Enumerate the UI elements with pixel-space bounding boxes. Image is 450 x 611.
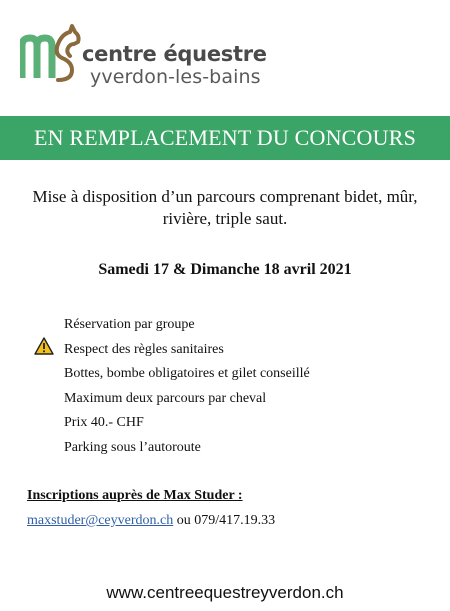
phone-number: 079/417.19.33: [194, 513, 276, 528]
intro-text: Mise à disposition d’un parcours comprenant bidet, mûr, rivière, triple saut.: [32, 187, 418, 228]
logo-title: centre équestre: [82, 42, 267, 66]
list-item: Parking sous l’autoroute: [64, 439, 201, 455]
list-item: Respect des règles sanitaires: [64, 341, 224, 357]
contact-line: [27, 513, 275, 529]
warning-icon: [34, 337, 54, 355]
list-item: Réservation par groupe: [64, 317, 195, 332]
list-item: Prix 40.- CHF: [64, 415, 144, 431]
email-link[interactable]: maxstuder@ceyverdon.ch: [27, 513, 174, 528]
logo: [20, 22, 267, 88]
inscriptions-title: Inscriptions auprès de Max Studer :: [27, 488, 243, 503]
list-item: Bottes, bombe obligatoires et gilet conseillé: [64, 366, 310, 382]
list-item: Maximum deux parcours par cheval: [64, 390, 267, 406]
info-list: [64, 316, 310, 464]
horse-logo-icon: [20, 22, 82, 86]
event-dates: Samedi 17 & Dimanche 18 avril 2021: [98, 261, 352, 278]
website-url[interactable]: www.centreequestreyverdon.ch: [106, 583, 344, 602]
logo-subtitle: yverdon-les-bains: [90, 66, 261, 88]
contact-separator: ou: [173, 513, 195, 528]
banner-title: EN REMPLACEMENT DU CONCOURS: [0, 116, 450, 160]
